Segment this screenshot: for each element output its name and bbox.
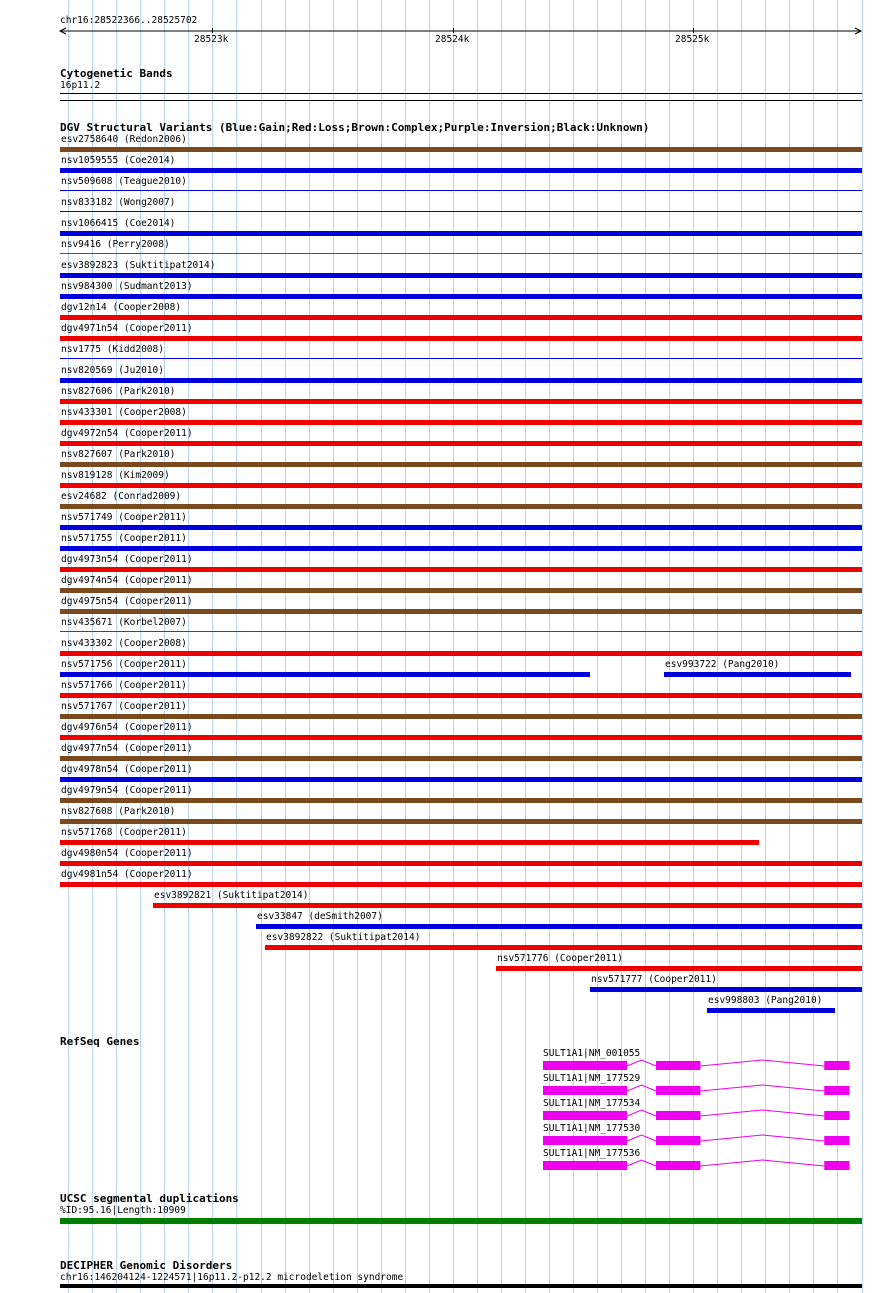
segdup-label: %ID:95.16|Length:10909 xyxy=(60,1205,186,1216)
dgv-feature-label: dgv4977n54 (Cooper2011) xyxy=(61,743,193,754)
dgv-feature-bar[interactable] xyxy=(60,546,862,551)
grid-line xyxy=(309,0,310,1293)
dgv-feature-label: nsv819128 (Kim2009) xyxy=(61,470,170,481)
dgv-feature-bar[interactable] xyxy=(60,756,862,761)
grid-line xyxy=(813,0,814,1293)
grid-line xyxy=(381,0,382,1293)
dgv-feature-bar[interactable] xyxy=(60,231,862,236)
cytoband-track-title: Cytogenetic Bands xyxy=(60,67,173,80)
dgv-feature-bar[interactable] xyxy=(265,945,862,950)
dgv-feature-bar[interactable] xyxy=(60,693,862,698)
gene-model[interactable] xyxy=(0,1108,890,1122)
gene-model[interactable] xyxy=(0,1058,890,1072)
intron-line xyxy=(627,1160,656,1166)
intron-line xyxy=(627,1085,656,1091)
intron-line xyxy=(700,1060,824,1066)
exon-block xyxy=(656,1136,700,1145)
dgv-feature-label: dgv4978n54 (Cooper2011) xyxy=(61,764,193,775)
intron-line xyxy=(627,1060,656,1066)
exon-block xyxy=(824,1136,849,1145)
ruler-tick-label: 28524k xyxy=(435,34,470,45)
dgv-feature-bar[interactable] xyxy=(60,840,759,845)
dgv-feature-bar[interactable] xyxy=(60,525,862,530)
gene-model[interactable] xyxy=(0,1133,890,1147)
dgv-feature-label: dgv4981n54 (Cooper2011) xyxy=(61,869,193,880)
grid-line xyxy=(501,0,502,1293)
dgv-feature-label: dgv4979n54 (Cooper2011) xyxy=(61,785,193,796)
intron-line xyxy=(700,1135,824,1141)
dgv-feature-bar[interactable] xyxy=(60,441,862,446)
exon-block xyxy=(543,1086,627,1095)
dgv-feature-bar[interactable] xyxy=(60,336,862,341)
exon-block xyxy=(543,1061,627,1070)
exon-block xyxy=(656,1161,700,1170)
dgv-feature-bar[interactable] xyxy=(60,483,862,488)
intron-line xyxy=(700,1160,824,1166)
dgv-feature-bar[interactable] xyxy=(60,211,862,212)
cytoband-label: 16p11.2 xyxy=(60,80,101,91)
dgv-feature-bar[interactable] xyxy=(60,462,862,467)
grid-line xyxy=(333,0,334,1293)
grid-line xyxy=(477,0,478,1293)
dgv-feature-bar[interactable] xyxy=(60,588,862,593)
dgv-feature-label: dgv4973n54 (Cooper2011) xyxy=(61,554,193,565)
gene-label: SULT1A1|NM_001055 xyxy=(543,1048,641,1059)
dgv-feature-label: esv24682 (Conrad2009) xyxy=(61,491,182,502)
region-label: chr16:28522366..28525702 xyxy=(60,15,198,26)
grid-line xyxy=(357,0,358,1293)
dgv-feature-bar[interactable] xyxy=(60,147,862,152)
gene-label: SULT1A1|NM_177536 xyxy=(543,1148,641,1159)
grid-line xyxy=(669,0,670,1293)
ruler-tick xyxy=(693,28,694,33)
dgv-feature-label: dgv4974n54 (Cooper2011) xyxy=(61,575,193,586)
gene-label: SULT1A1|NM_177534 xyxy=(543,1098,641,1109)
dgv-feature-bar[interactable] xyxy=(60,819,862,824)
gene-label: SULT1A1|NM_177529 xyxy=(543,1073,641,1084)
dgv-feature-bar[interactable] xyxy=(60,777,862,782)
dgv-feature-bar[interactable] xyxy=(60,168,862,173)
dgv-feature-bar[interactable] xyxy=(60,294,862,299)
exon-block xyxy=(656,1061,700,1070)
dgv-feature-label: esv3892821 (Suktitipat2014) xyxy=(154,890,309,901)
grid-line xyxy=(693,0,694,1293)
exon-block xyxy=(543,1111,627,1120)
dgv-feature-bar[interactable] xyxy=(60,714,862,719)
segdup-track-title: UCSC segmental duplications xyxy=(60,1192,239,1205)
grid-line xyxy=(236,0,237,1293)
dgv-feature-bar[interactable] xyxy=(60,567,862,572)
ruler-tick xyxy=(453,28,454,33)
dgv-feature-bar[interactable] xyxy=(60,651,862,656)
dgv-feature-label: esv3892823 (Suktitipat2014) xyxy=(61,260,216,271)
gene-model[interactable] xyxy=(0,1158,890,1172)
dgv-feature-bar[interactable] xyxy=(60,609,862,614)
exon-block xyxy=(824,1111,849,1120)
dgv-feature-bar[interactable] xyxy=(60,798,862,803)
dgv-feature-bar[interactable] xyxy=(60,631,862,632)
dgv-feature-bar[interactable] xyxy=(60,735,862,740)
dgv-feature-bar[interactable] xyxy=(60,315,862,320)
dgv-feature-bar[interactable] xyxy=(60,358,862,359)
dgv-feature-bar[interactable] xyxy=(153,903,862,908)
dgv-feature-label: esv3892822 (Suktitipat2014) xyxy=(266,932,421,943)
dgv-feature-label: esv993722 (Pang2010) xyxy=(665,659,780,670)
dgv-feature-label: nsv1775 (Kidd2008) xyxy=(61,344,164,355)
grid-line xyxy=(741,0,742,1293)
exon-block xyxy=(656,1111,700,1120)
segdup-feature[interactable] xyxy=(60,1218,862,1224)
ruler-tick-label: 28525k xyxy=(675,34,710,45)
cytoband-top-edge xyxy=(60,93,862,94)
exon-block xyxy=(543,1136,627,1145)
dgv-feature-label: nsv1059555 (Coe2014) xyxy=(61,155,176,166)
dgv-feature-label: dgv4971n54 (Cooper2011) xyxy=(61,323,193,334)
dgv-feature-label: nsv571756 (Cooper2011) xyxy=(61,659,187,670)
dgv-feature-label: nsv827607 (Park2010) xyxy=(61,449,176,460)
decipher-track-title: DECIPHER Genomic Disorders xyxy=(60,1259,233,1272)
dgv-feature-label: esv998803 (Pang2010) xyxy=(708,995,823,1006)
dgv-feature-bar[interactable] xyxy=(60,861,862,866)
grid-line xyxy=(837,0,838,1293)
dgv-feature-label: dgv4980n54 (Cooper2011) xyxy=(61,848,193,859)
intron-line xyxy=(700,1110,824,1116)
dgv-feature-label: nsv509608 (Teague2010) xyxy=(61,176,187,187)
ruler-tick-label: 28523k xyxy=(194,34,229,45)
dgv-feature-bar[interactable] xyxy=(496,966,862,971)
dgv-feature-label: nsv433302 (Cooper2008) xyxy=(61,638,187,649)
dgv-feature-bar[interactable] xyxy=(60,253,862,254)
exon-block xyxy=(543,1161,627,1170)
dgv-feature-label: dgv4972n54 (Cooper2011) xyxy=(61,428,193,439)
dgv-feature-bar[interactable] xyxy=(60,882,862,887)
dgv-feature-label: esv33847 (deSmith2007) xyxy=(257,911,383,922)
dgv-feature-label: nsv433301 (Cooper2008) xyxy=(61,407,187,418)
dgv-feature-bar[interactable] xyxy=(590,987,862,992)
exon-block xyxy=(656,1086,700,1095)
dgv-feature-bar[interactable] xyxy=(707,1008,835,1013)
dgv-feature-label: nsv571768 (Cooper2011) xyxy=(61,827,187,838)
dgv-feature-label: nsv435671 (Korbel2007) xyxy=(61,617,187,628)
dgv-feature-bar[interactable] xyxy=(60,420,862,425)
cytoband-bottom-edge[interactable] xyxy=(60,100,862,101)
dgv-feature-label: nsv833182 (Wong2007) xyxy=(61,197,176,208)
dgv-feature-label: nsv9416 (Perry2008) xyxy=(61,239,170,250)
dgv-feature-label: nsv820569 (Ju2010) xyxy=(61,365,164,376)
decipher-feature[interactable] xyxy=(60,1284,862,1288)
intron-line xyxy=(627,1135,656,1141)
grid-line xyxy=(429,0,430,1293)
dgv-track-title: DGV Structural Variants (Blue:Gain;Red:Loss;Brown:Complex;Purple:Inversion;Black:Unknown) xyxy=(60,121,650,134)
grid-line xyxy=(285,0,286,1293)
grid-line xyxy=(862,0,863,1293)
gene-model[interactable] xyxy=(0,1083,890,1097)
grid-line xyxy=(212,0,213,1293)
dgv-feature-label: nsv984300 (Sudmant2013) xyxy=(61,281,193,292)
decipher-label: chr16:146204124-1224571|16p11.2-p12.2 microdeletion syndrome xyxy=(60,1272,404,1283)
dgv-feature-label: nsv571766 (Cooper2011) xyxy=(61,680,187,691)
exon-block xyxy=(824,1086,849,1095)
dgv-feature-label: esv2758640 (Redon2006) xyxy=(61,134,187,145)
exon-block xyxy=(824,1061,849,1070)
dgv-feature-label: nsv571777 (Cooper2011) xyxy=(591,974,717,985)
dgv-feature-label: nsv571749 (Cooper2011) xyxy=(61,512,187,523)
dgv-feature-bar[interactable] xyxy=(60,378,862,383)
dgv-feature-label: dgv4975n54 (Cooper2011) xyxy=(61,596,193,607)
dgv-feature-bar[interactable] xyxy=(60,672,590,677)
intron-line xyxy=(627,1110,656,1116)
dgv-feature-bar[interactable] xyxy=(60,504,862,509)
dgv-feature-label: nsv1066415 (Coe2014) xyxy=(61,218,176,229)
exon-block xyxy=(824,1161,849,1170)
refseq-track-title: RefSeq Genes xyxy=(60,1035,140,1048)
dgv-feature-label: nsv571776 (Cooper2011) xyxy=(497,953,623,964)
grid-line xyxy=(453,0,454,1293)
dgv-feature-label: dgv12n14 (Cooper2008) xyxy=(61,302,182,313)
dgv-feature-label: nsv571767 (Cooper2011) xyxy=(61,701,187,712)
dgv-feature-label: nsv827608 (Park2010) xyxy=(61,806,176,817)
grid-line xyxy=(717,0,718,1293)
dgv-feature-label: nsv571755 (Cooper2011) xyxy=(61,533,187,544)
dgv-feature-label: nsv827606 (Park2010) xyxy=(61,386,176,397)
dgv-feature-label: dgv4976n54 (Cooper2011) xyxy=(61,722,193,733)
grid-line xyxy=(789,0,790,1293)
grid-line xyxy=(765,0,766,1293)
dgv-feature-bar[interactable] xyxy=(60,190,862,191)
grid-line xyxy=(405,0,406,1293)
grid-line xyxy=(188,0,189,1293)
gene-label: SULT1A1|NM_177530 xyxy=(543,1123,641,1134)
dgv-feature-bar[interactable] xyxy=(664,672,851,677)
grid-line xyxy=(645,0,646,1293)
grid-line xyxy=(261,0,262,1293)
dgv-feature-bar[interactable] xyxy=(256,924,862,929)
ruler-tick xyxy=(212,28,213,33)
grid-line xyxy=(525,0,526,1293)
dgv-feature-bar[interactable] xyxy=(60,399,862,404)
intron-line xyxy=(700,1085,824,1091)
dgv-feature-bar[interactable] xyxy=(60,273,862,278)
